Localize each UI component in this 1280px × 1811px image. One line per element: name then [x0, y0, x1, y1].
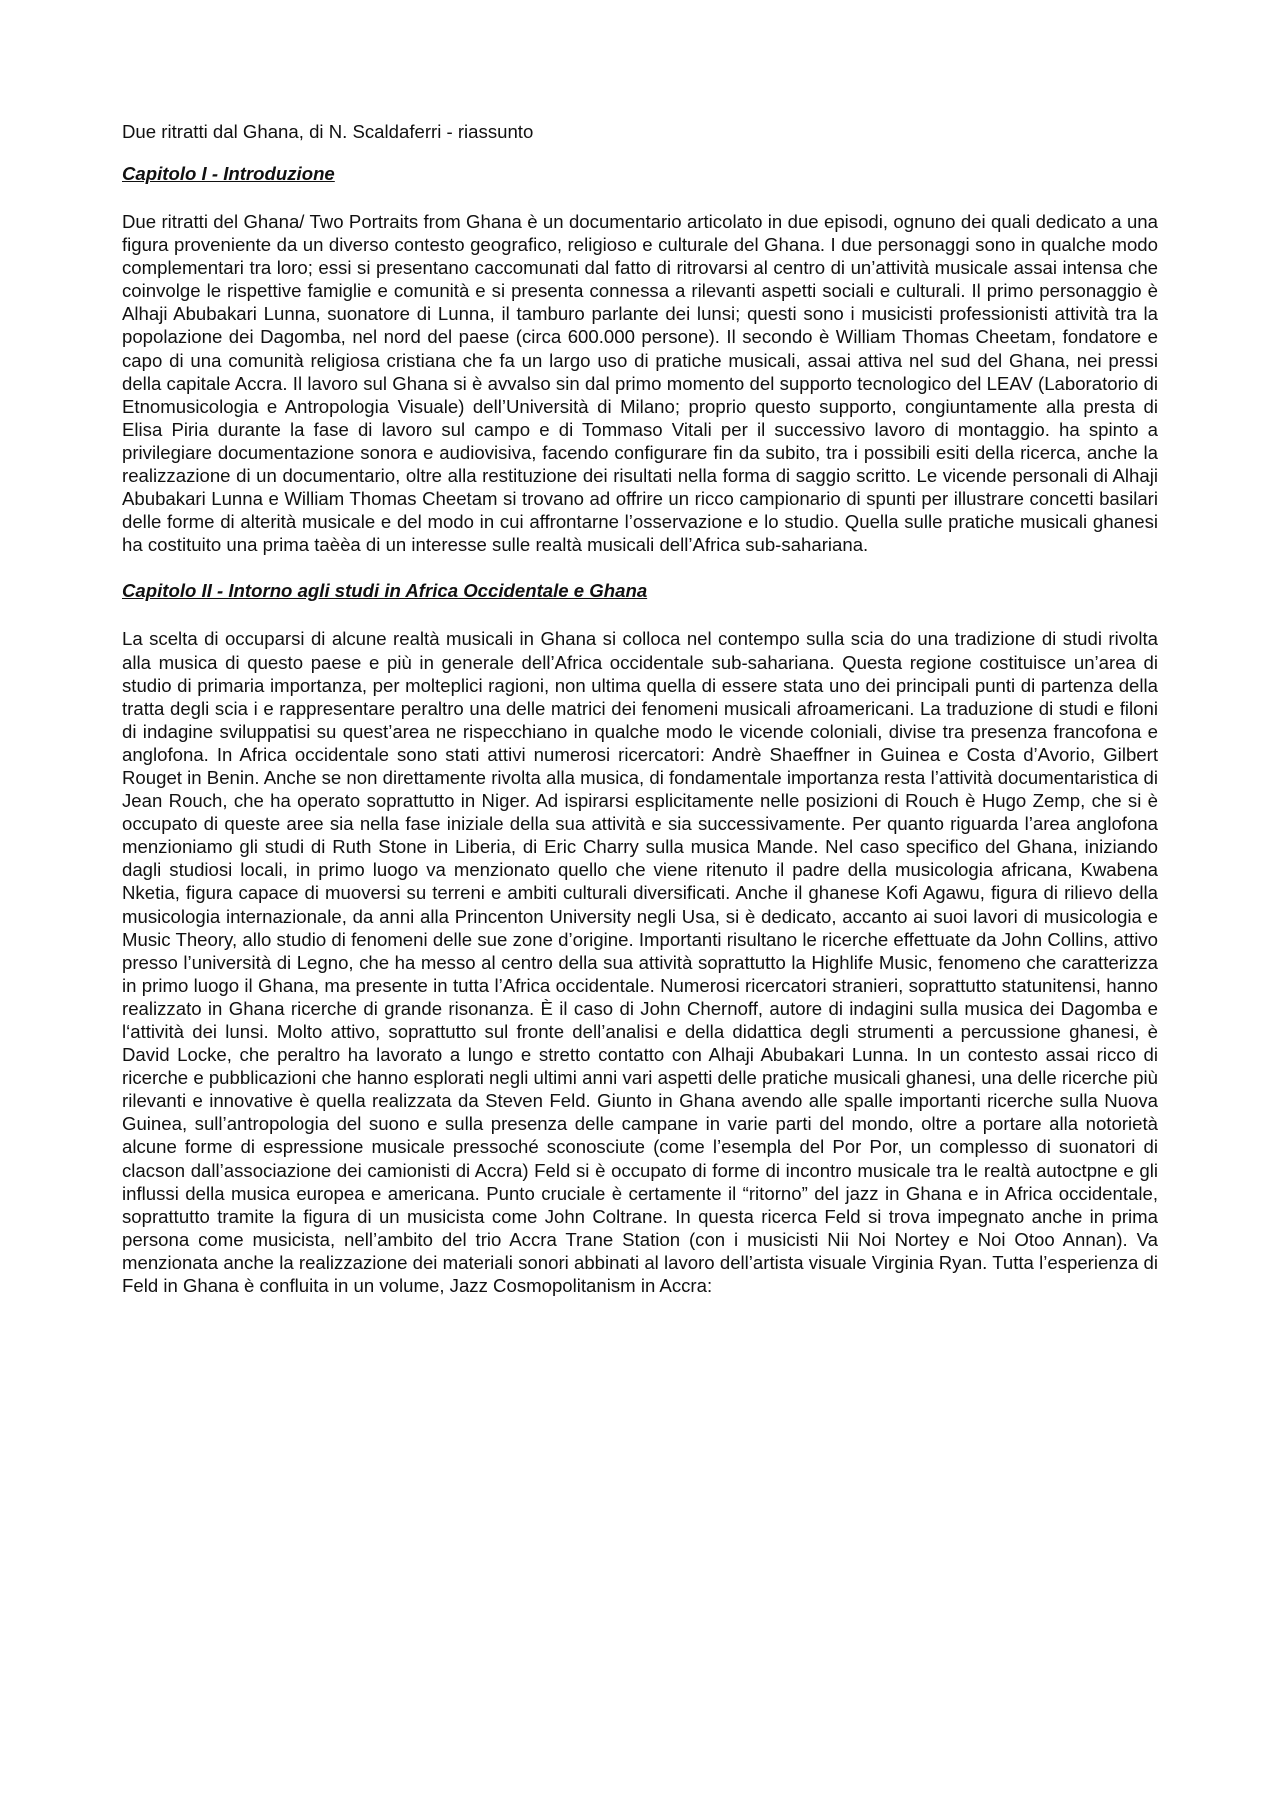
chapter-2-paragraph: La scelta di occuparsi di alcune realtà musicali in Ghana si colloca nel contempo sulla scia do una tradizione di studi rivolta alla musica di questo paese e più in generale dell’Africa occidentale sub-sahariana. Questa regione costituisce un’area di studio di primaria importanza, per molteplici ragioni, non ultima quella di essere stata uno dei principali punti di partenza della tratta degli scia i e rappresentare peraltro una delle matrici dei fenomeni musicali afroamericani. La traduzione di studi e filoni di indagine sviluppatisi su quest’area ne rispecchiano in qualche modo le vicende coloniali, divise tra presenza francofona e anglofona. In Africa occidentale sono stati attivi numerosi ricercatori: Andrè Shaeffner in Guinea e Costa d’Avorio, Gilbert Rouget in Benin. Anche se non direttamente rivolta alla musica, di fondamentale importanza resta l’attività documentaristica di Jean Rouch, che ha operato soprattutto in Niger. Ad ispirarsi esplicitamente nelle posizioni di Rouch è Hugo Zemp, che si è occupato di queste aree sia nella fase iniziale della sua attività e sia successivamente. Per quanto riguarda l’area anglofona menzioniamo gli studi di Ruth Stone in Liberia, di Eric Charry sulla musica Mande. Nel caso specifico del Ghana, iniziando dagli studiosi locali, in primo luogo va menzionato quello che viene ritenuto il padre della musicologia africana, Kwabena Nketia, figura capace di muoversi su terreni e ambiti culturali diversificati. Anche il ghanese Kofi Agawu, figura di rilievo della musicologia internazionale, da anni alla Princenton University negli Usa, si è dedicato, accanto ai suoi lavori di musicologia e Music Theory, allo studio di fenomeni delle sue zone d’origine. Importanti risultano le ricerche effettuate da John Collins, attivo presso l’università di Legno, che ha messo al centro della sua attività soprattutto la Highlife Music, fenomeno che caratterizza in primo luogo il Ghana, ma presente in tutta l’Africa occidentale. Numerosi ricercatori stranieri, soprattutto statunitensi, hanno realizzato in Ghana ricerche di grande risonanza. È il caso di John Chernoff, autore di indagini sulla musica dei Dagomba e l‘attività dei lunsi. Molto attivo, soprattutto sul fronte dell’analisi e della didattica degli strumenti a percussione ghanesi, è David Locke, che peraltro ha lavorato a lungo e stretto contatto con Alhaji Abubakari Lunna. In un contesto assai ricco di ricerche e pubblicazioni che hanno esplorati negli ultimi anni vari aspetti delle pratiche musicali ghanesi, una delle ricerche più rilevanti e innovative è quella realizzata da Steven Feld. Giunto in Ghana avendo alle spalle importanti ricerche sulla Nuova Guinea, sull’antropologia del suono e sulla presenza delle campane in varie parti del mondo, oltre a portare alla notorietà alcune forme di espressione musicale pressoché sconosciute (come l’esempla del Por Por, un complesso di suonatori di clacson dall’associazione dei camionisti di Accra) Feld si è occupato di forme di incontro musicale tra le realtà autoctpne e gli influssi della musica europea e americana. Punto cruciale è certamente il “ritorno” del jazz in Ghana e in Africa occidentale, soprattutto tramite la figura di un musicista come John Coltrane. In questa ricerca Feld si trova impegnato anche in prima persona come musicista, nell’ambito del trio Accra Trane Station (con i musicisti Nii Noi Nortey e Noi Otoo Annan). Va menzionata anche la realizzazione dei materiali sonori abbinati al lavoro dell’artista visuale Virginia Ryan. Tutta l’esperienza di Feld in Ghana è confluita in un volume, Jazz Cosmopolitanism in Accra: — [122, 628, 1158, 1297]
chapter-1 — [122, 162, 1158, 556]
document-title: Due ritratti dal Ghana, di N. Scaldaferri - riassunto — [122, 121, 534, 142]
chapter-2 — [122, 579, 1158, 1297]
chapter-1-paragraph: Due ritratti del Ghana/ Two Portraits from Ghana è un documentario articolato in due episodi, ognuno dei quali dedicato a una figura proveniente da un diverso contesto geografico, religioso e culturale del Ghana. I due personaggi sono in qualche modo complementari tra loro; essi si presentano caccomunati dal fatto di ritrovarsi al centro di un’attività musicale assai intensa che coinvolge le rispettive famiglie e comunità e si presenta connessa a rilevanti aspetti sociali e culturali. Il primo personaggio è Alhaji Abubakari Lunna, suonatore di Lunna, il tamburo parlante dei lunsi; questi sono i musicisti professionisti attività tra la popolazione dei Dagomba, nel nord del paese (circa 600.000 persone). Il secondo è William Thomas Cheetam, fondatore e capo di una comunità religiosa cristiana che fa un largo uso di pratiche musicali, assai attiva nel sud del Ghana, nei pressi della capitale Accra. Il lavoro sul Ghana si è avvalso sin dal primo momento del supporto tecnologico del LEAV (Laboratorio di Etnomusicologia e Antropologia Visuale) dell’Università di Milano; proprio questo supporto, congiuntamente alla presta di Elisa Piria durante la fase di lavoro sul campo e di Tommaso Vitali per il successivo lavoro di montaggio. ha spinto a privilegiare documentazione sonora e audiovisiva, facendo configurare fin da subito, tra i possibili esiti della ricerca, anche la realizzazione di un documentario, oltre alla restituzione dei risultati nella forma di saggio scritto. Le vicende personali di Alhaji Abubakari Lunna e William Thomas Cheetam si trovano ad offrire un ricco campionario di spunti per illustrare concetti basilari delle forme di alterità musicale e del modo in cui affrontarne l’osservazione e lo studio. Quella sulle pratiche musicali ghanesi ha costituito una prima taèèa di un interesse sulle realtà musicali dell’Africa sub-sahariana. — [122, 211, 1158, 556]
chapter-2-heading: Capitolo II - Intorno agli studi in Africa Occidentale e Ghana — [122, 580, 648, 602]
document-page — [122, 120, 1158, 1320]
chapter-1-heading: Capitolo I - Introduzione — [122, 163, 335, 184]
